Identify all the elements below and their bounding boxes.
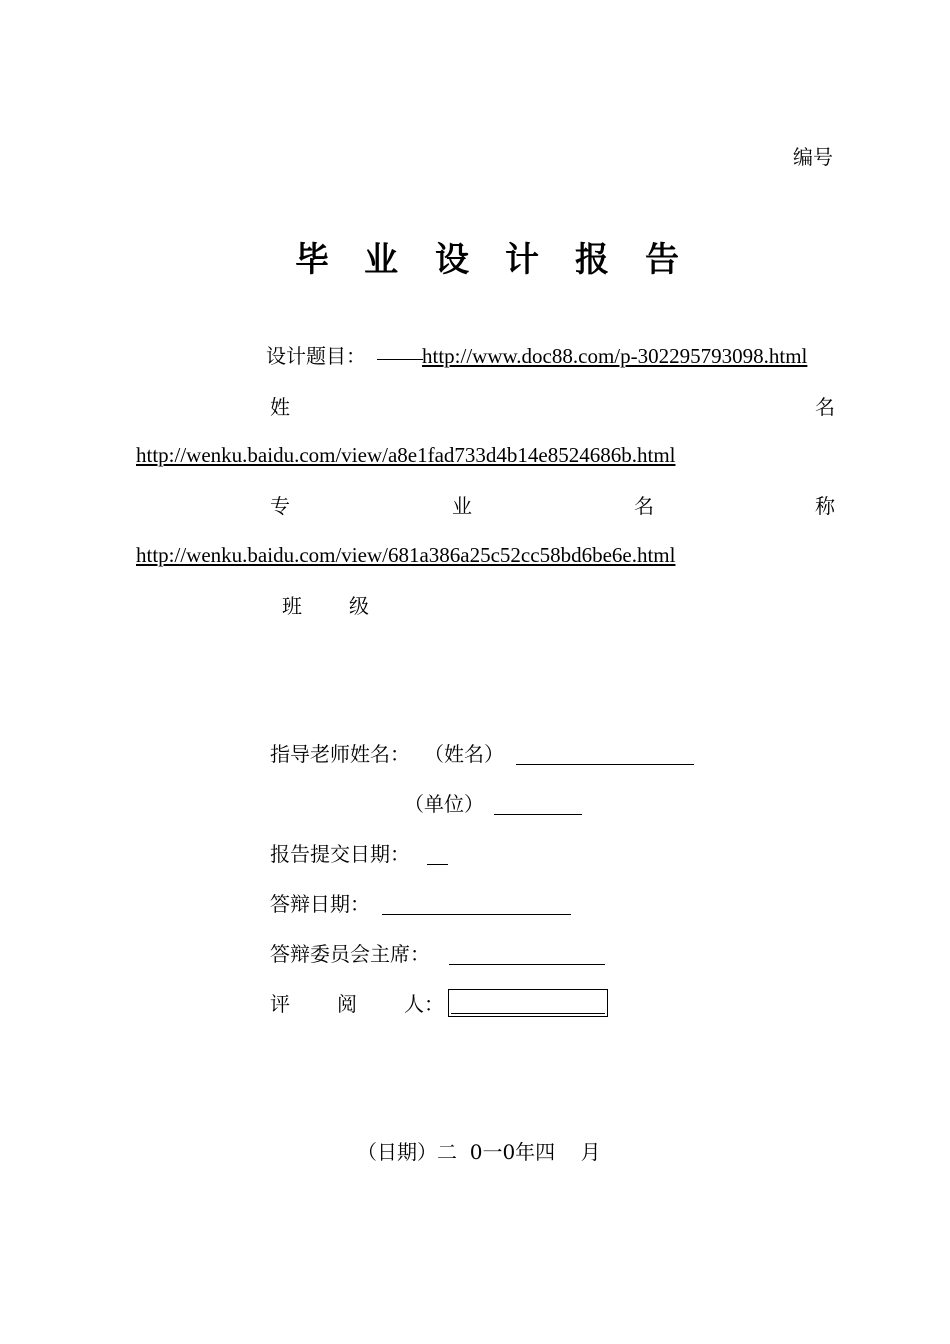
advisor-name-hint: （姓名）	[424, 742, 504, 766]
title-char: 告	[645, 240, 679, 280]
topic-label: 设计题目：	[266, 344, 366, 368]
reviewer-label-char: 评	[270, 992, 290, 1016]
defense-date-field[interactable]	[382, 914, 571, 915]
name-link[interactable]: http://wenku.baidu.com/view/a8e1fad733d4b14e8524686b.html	[136, 443, 676, 467]
title-char: 报	[575, 240, 609, 280]
major-label-char: 称	[815, 494, 835, 518]
reviewer-label-char: 人：	[404, 992, 444, 1016]
name-label-left: 姓	[270, 395, 290, 419]
document-number-label: 编号	[793, 145, 833, 169]
class-label-char: 班	[282, 594, 302, 618]
title-char: 计	[505, 240, 539, 280]
submit-date-field[interactable]	[427, 864, 448, 865]
committee-chair-label: 答辩委员会主席：	[270, 942, 430, 966]
topic-underline	[377, 359, 423, 360]
major-label-char: 专	[270, 494, 290, 518]
major-link[interactable]: http://wenku.baidu.com/view/681a386a25c52cc58bd6be6e.html	[136, 543, 676, 567]
topic-link[interactable]: http://www.doc88.com/p-302295793098.html	[422, 344, 808, 368]
advisor-unit-hint: （单位）	[404, 792, 484, 816]
advisor-label: 指导老师姓名：	[270, 742, 410, 766]
class-label-char: 级	[349, 594, 369, 618]
committee-chair-field[interactable]	[449, 964, 605, 965]
footer-date: （日期）二 0一0年四 月	[357, 1140, 601, 1164]
submit-date-label: 报告提交日期：	[270, 842, 410, 866]
title-char: 业	[364, 240, 398, 280]
major-label-char: 业	[452, 494, 472, 518]
reviewer-input-box[interactable]	[448, 989, 608, 1017]
page-title	[0, 240, 950, 280]
name-label-right: 名	[815, 395, 835, 419]
major-label-char: 名	[634, 494, 654, 518]
advisor-unit-field[interactable]	[494, 814, 582, 815]
advisor-name-field[interactable]	[516, 764, 694, 765]
title-char: 毕	[295, 240, 329, 280]
reviewer-input-underline	[451, 1013, 605, 1014]
defense-date-label: 答辩日期：	[270, 892, 370, 916]
reviewer-label-char: 阅	[337, 992, 357, 1016]
title-char: 设	[435, 240, 469, 280]
